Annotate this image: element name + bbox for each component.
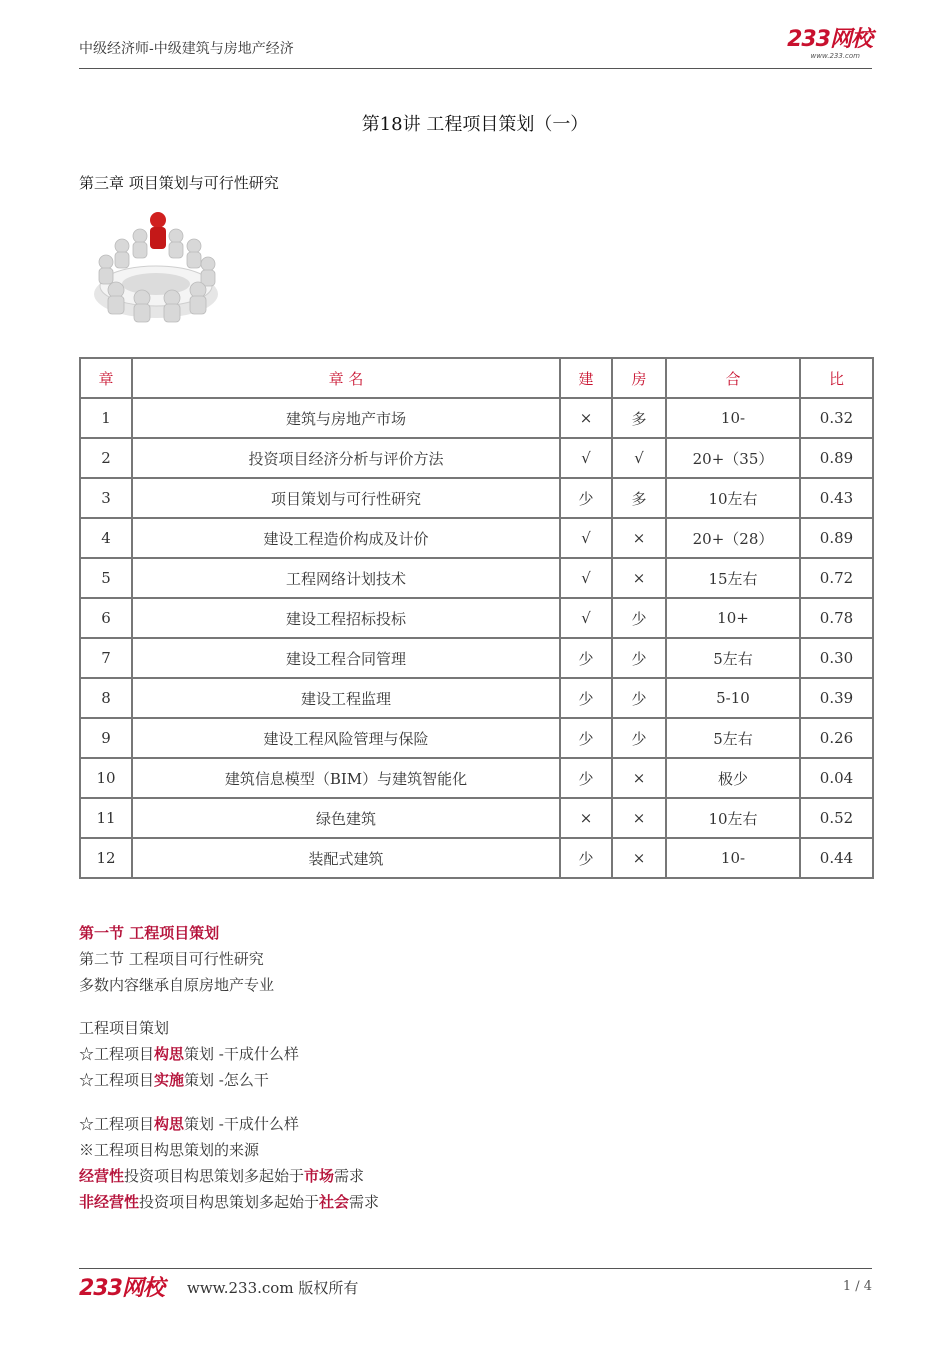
cell-ratio: 0.89 [800,518,873,558]
cell-chapter: 2 [80,438,132,478]
text-fragment: ☆工程项目 [79,1115,155,1133]
col-name-header: 章 名 [132,358,560,398]
cell-chapter: 9 [80,718,132,758]
lecture-title: 第18讲 工程项目策划（一） [361,114,589,135]
cell-construction: 少 [560,678,612,718]
cell-name: 建设工程招标投标 [132,598,560,638]
cell-total: 5左右 [666,638,800,678]
cell-total: 15左右 [666,558,800,598]
cell-name: 建筑信息模型（BIM）与建筑智能化 [132,758,560,798]
cell-name: 建筑与房地产市场 [132,398,560,438]
table-row [80,598,873,638]
cell-ratio: 0.43 [800,478,873,518]
table-row [80,478,873,518]
cell-ratio: 0.04 [800,758,873,798]
brand-logo-text: 233网校 [787,27,872,52]
cell-name: 建设工程风险管理与保险 [132,718,560,758]
cell-ratio: 0.72 [800,558,873,598]
cell-realestate: × [612,518,666,558]
cell-ratio: 0.32 [800,398,873,438]
planning-line-concept [79,1041,299,1067]
cell-name: 工程网络计划技术 [132,558,560,598]
cell-realestate: 多 [612,398,666,438]
emphasis-text: 社会 [319,1193,350,1211]
planning-heading: 工程项目策划 [79,1019,170,1037]
text-fragment: 需求 [334,1167,365,1185]
cell-chapter: 6 [80,598,132,638]
cell-realestate: 多 [612,478,666,518]
cell-realestate: 少 [612,598,666,638]
table-row [80,678,873,718]
cell-chapter: 1 [80,398,132,438]
cell-name: 建设工程监理 [132,678,560,718]
page-number: 1 / 4 [842,1279,872,1294]
cell-total: 20+（35） [666,438,800,478]
commercial-line [79,1163,379,1189]
cell-construction: √ [560,598,612,638]
cell-name: 绿色建筑 [132,798,560,838]
cell-ratio: 0.44 [800,838,873,878]
cell-construction: 少 [560,838,612,878]
footer-copyright: www.233.com 版权所有 [187,1279,359,1297]
cell-construction: × [560,798,612,838]
emphasis-text: 市场 [304,1167,335,1185]
text-fragment: 投资项目构思策划多起始于 [124,1167,305,1185]
section-2-heading: 第二节 工程项目可行性研究 [79,950,264,968]
text-fragment: 策划 -干成什么样 [184,1115,299,1133]
cell-chapter: 12 [80,838,132,878]
cell-construction: 少 [560,638,612,678]
cell-name: 建设工程合同管理 [132,638,560,678]
cell-total: 极少 [666,758,800,798]
table-row [80,518,873,558]
emphasis-text: 构思 [154,1045,185,1063]
cell-construction: 少 [560,758,612,798]
concept-block [79,1111,379,1215]
chapter-score-table [79,357,874,879]
cell-construction: √ [560,438,612,478]
text-fragment: 策划 -怎么干 [184,1071,269,1089]
cell-total: 10- [666,398,800,438]
cell-total: 10- [666,838,800,878]
col-ratio-header: 比 [800,358,873,398]
cell-construction: 少 [560,718,612,758]
cell-realestate: 少 [612,678,666,718]
cell-realestate: × [612,758,666,798]
table-row [80,398,873,438]
brand-logo [787,28,872,60]
noncommercial-line [79,1189,379,1215]
col-construction-header: 建 [560,358,612,398]
cell-total: 10左右 [666,478,800,518]
text-fragment: ☆工程项目 [79,1071,155,1089]
concept-line [79,1111,379,1137]
emphasis-text: 非经营性 [79,1193,140,1211]
planning-line-implementation [79,1067,299,1093]
cell-total: 10左右 [666,798,800,838]
chapter-title: 第三章 项目策划与可行性研究 [79,174,279,192]
col-realestate-header: 房 [612,358,666,398]
cell-name: 项目策划与可行性研究 [132,478,560,518]
page-footer [79,1268,872,1303]
cell-construction: √ [560,558,612,598]
table-row [80,758,873,798]
table-row [80,638,873,678]
cell-construction: × [560,398,612,438]
cell-ratio: 0.30 [800,638,873,678]
emphasis-text: 实施 [154,1071,185,1089]
text-fragment: 需求 [349,1193,380,1211]
cell-name: 装配式建筑 [132,838,560,878]
planning-block [79,1015,299,1093]
cell-ratio: 0.26 [800,718,873,758]
cell-total: 5左右 [666,718,800,758]
cell-chapter: 4 [80,518,132,558]
cell-total: 5-10 [666,678,800,718]
col-total-header: 合 [666,358,800,398]
cell-ratio: 0.89 [800,438,873,478]
cell-chapter: 11 [80,798,132,838]
cell-realestate: × [612,798,666,838]
cell-chapter: 8 [80,678,132,718]
cell-chapter: 5 [80,558,132,598]
text-fragment: 策划 -干成什么样 [184,1045,299,1063]
cell-ratio: 0.52 [800,798,873,838]
table-row [80,838,873,878]
cell-ratio: 0.78 [800,598,873,638]
table-row [80,558,873,598]
table-row [80,798,873,838]
section-list [79,920,274,998]
table-row [80,718,873,758]
col-chapter-header: 章 [80,358,132,398]
cell-chapter: 10 [80,758,132,798]
cell-realestate: 少 [612,718,666,758]
cell-chapter: 3 [80,478,132,518]
cell-construction: √ [560,518,612,558]
teamwork-illustration-icon [84,206,229,326]
cell-construction: 少 [560,478,612,518]
cell-realestate: × [612,838,666,878]
emphasis-text: 构思 [154,1115,185,1133]
cell-realestate: × [612,558,666,598]
cell-ratio: 0.39 [800,678,873,718]
cell-realestate: √ [612,438,666,478]
header-title: 中级经济师-中级建筑与房地产经济 [79,41,294,57]
cell-chapter: 7 [80,638,132,678]
footer-logo: 233网校 [79,1276,164,1301]
brand-logo-url: www.233.com [810,52,860,60]
cell-total: 10+ [666,598,800,638]
table-row [80,438,873,478]
table-header-row [80,358,873,398]
emphasis-text: 经营性 [79,1167,125,1185]
page-header [79,28,872,69]
cell-name: 投资项目经济分析与评价方法 [132,438,560,478]
concept-source-line: ※工程项目构思策划的来源 [79,1141,260,1159]
cell-name: 建设工程造价构成及计价 [132,518,560,558]
text-fragment: 投资项目构思策划多起始于 [139,1193,320,1211]
section-1-heading: 第一节 工程项目策划 [79,924,220,942]
cell-realestate: 少 [612,638,666,678]
text-fragment: ☆工程项目 [79,1045,155,1063]
cell-total: 20+（28） [666,518,800,558]
inheritance-note: 多数内容继承自原房地产专业 [79,976,275,994]
